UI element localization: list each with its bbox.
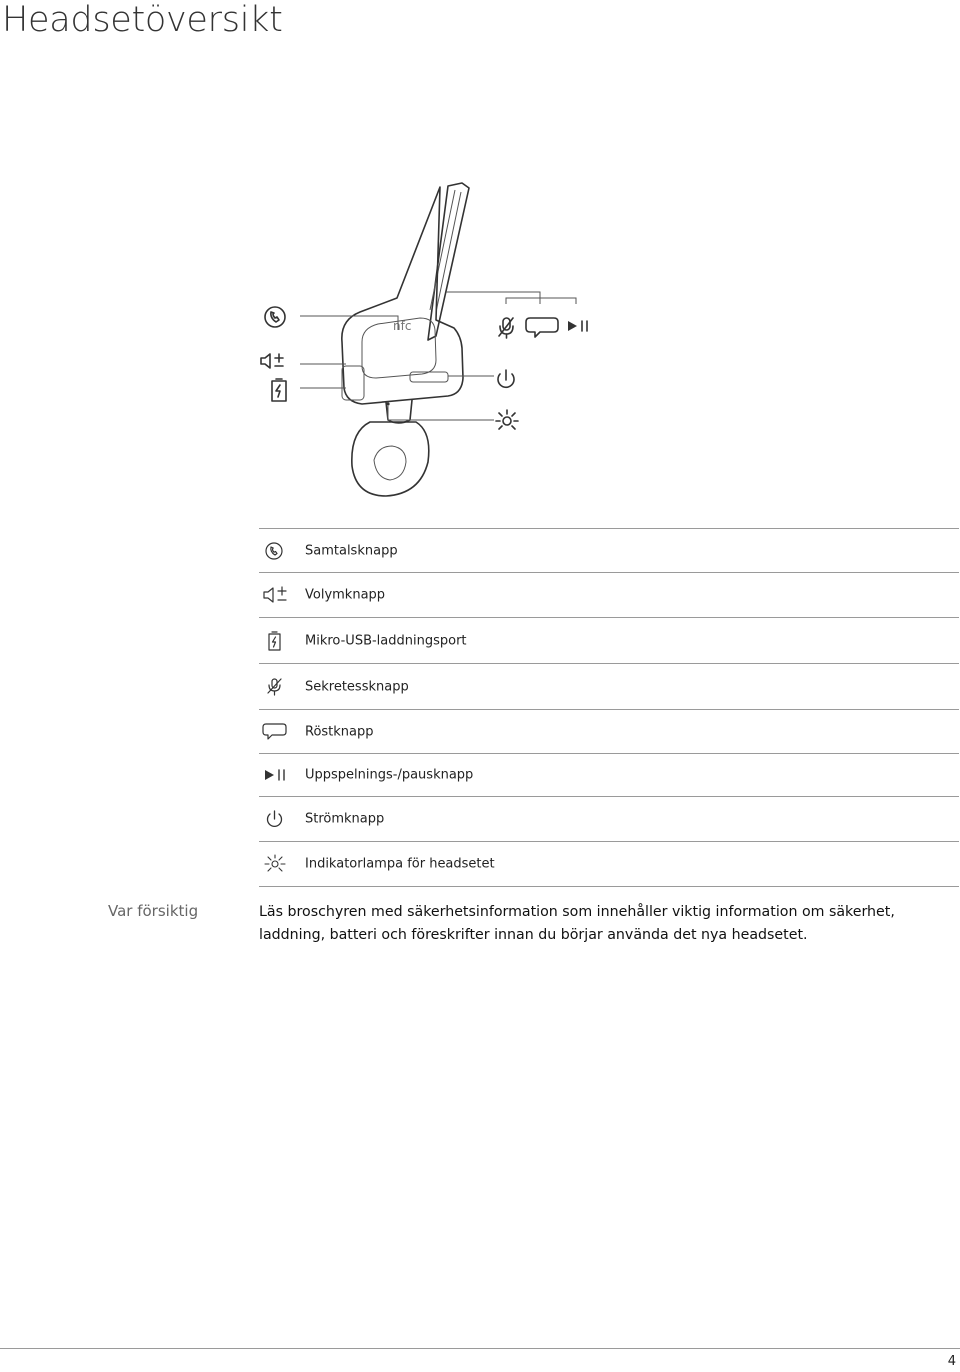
battery-charging-icon	[262, 630, 286, 652]
legend-label: Sekretessknapp	[305, 679, 409, 694]
ear-tip	[352, 422, 429, 496]
legend-label: Volymknapp	[305, 587, 386, 603]
legend-label: Samtalsknapp	[305, 543, 398, 558]
phone-icon	[262, 540, 286, 562]
page-title: Headsetöversikt	[2, 0, 283, 40]
legend-row	[259, 573, 959, 618]
legend-label: Indikatorlampa för headsetet	[305, 856, 495, 872]
legend-row	[259, 797, 959, 842]
caution-heading: Var försiktig	[108, 902, 199, 920]
legend-row	[259, 710, 959, 754]
power-icon	[262, 808, 286, 830]
mute-microphone-icon	[262, 676, 286, 698]
legend-label: Uppspelnings-/pausknapp	[305, 767, 474, 783]
light-callout-icon	[496, 410, 518, 429]
battery-callout-icon	[272, 379, 286, 401]
play-pause-icon	[262, 764, 286, 786]
footer-divider	[0, 1348, 960, 1349]
legend-row	[259, 529, 959, 573]
legend-row	[259, 842, 959, 887]
speech-callout-icon	[526, 318, 558, 337]
headset-diagram	[250, 170, 610, 514]
indicator-light-icon	[262, 853, 286, 875]
legend-row	[259, 664, 959, 710]
speech-bubble-icon	[262, 721, 286, 743]
nfc-text: nfc	[393, 319, 412, 333]
legend-table	[259, 528, 959, 887]
volume-icon	[262, 584, 286, 606]
legend-label: Röstknapp	[305, 724, 374, 739]
legend-row	[259, 754, 959, 797]
caution-text: Läs broschyren med säkerhetsinformation som innehåller viktig information om säkerhet, laddning, batteri och föreskrifter innan du börjar använda det nya headsetet.	[259, 904, 895, 943]
volume-callout-icon	[261, 354, 283, 368]
headset-boom	[428, 183, 469, 340]
mute-callout-icon	[499, 318, 513, 338]
page-number: 4	[947, 1354, 956, 1369]
legend-row	[259, 618, 959, 664]
indicator-light	[386, 402, 389, 405]
legend-label: Strömknapp	[305, 811, 385, 827]
power-callout-icon	[498, 370, 514, 387]
legend-label: Mikro-USB-laddningsport	[305, 633, 467, 648]
play-pause-callout-icon	[568, 321, 587, 331]
phone-callout-icon	[265, 307, 285, 327]
side-button	[410, 372, 448, 382]
